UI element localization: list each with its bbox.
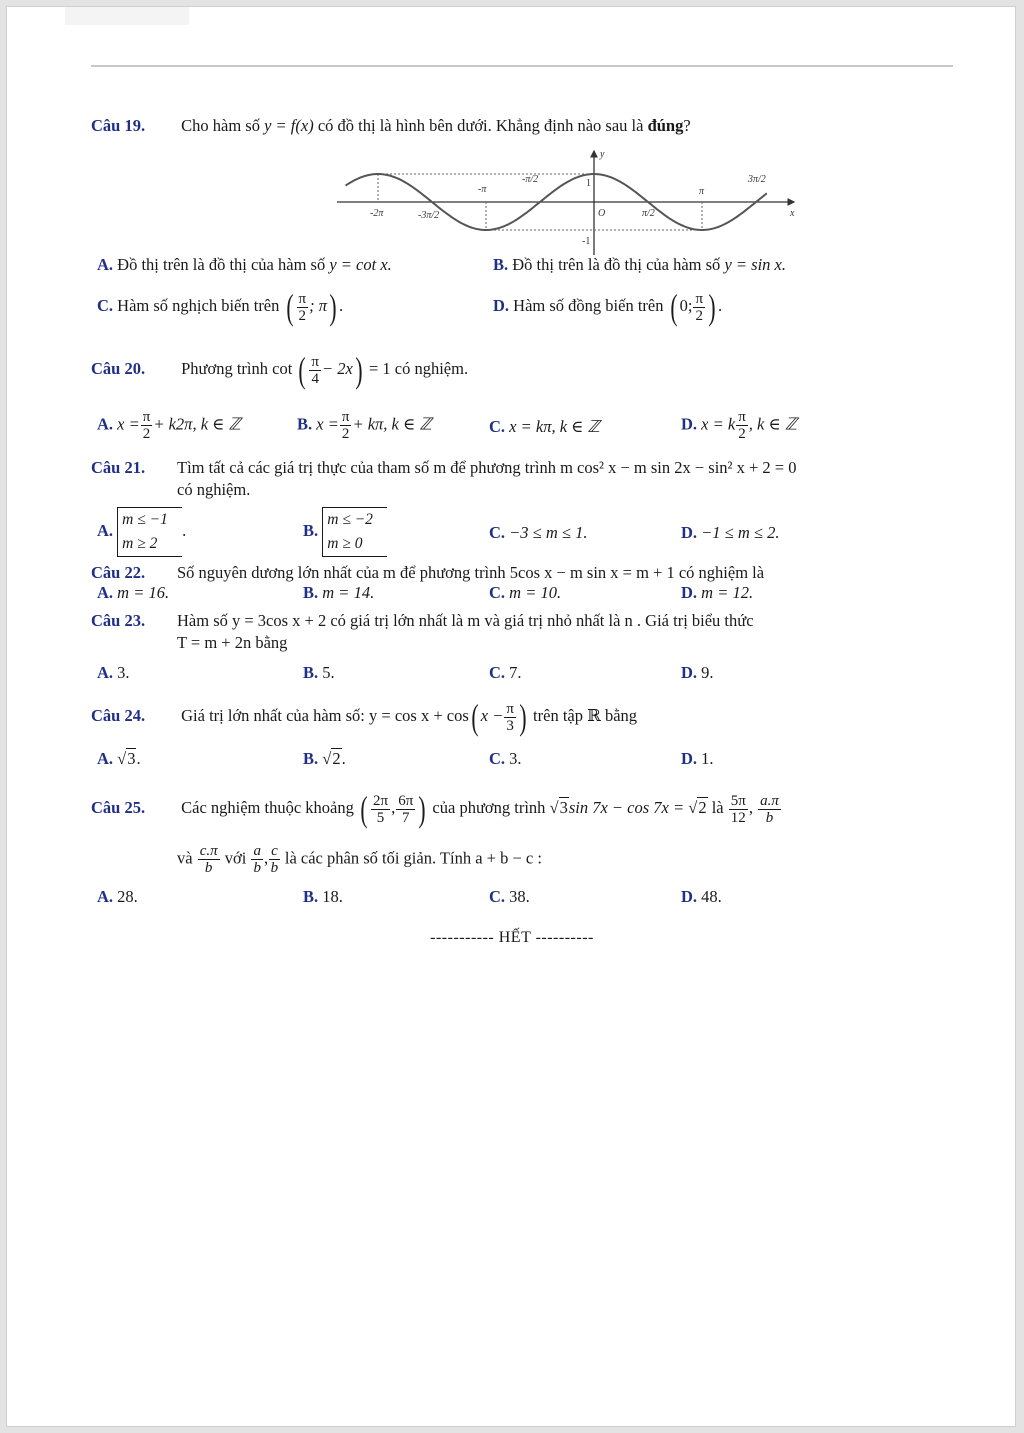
option-math: m = 14. — [322, 583, 375, 602]
y-axis-label: y — [600, 149, 605, 160]
option-d[interactable]: D. Hàm số đồng biến trên ( 0; $\frac{\pi}{2}$ ) . — [493, 287, 723, 327]
condition: m ≤ −1 — [122, 511, 168, 528]
option-b[interactable] — [303, 583, 374, 603]
numerator: 2π — [373, 792, 389, 809]
option-letter: B. — [493, 255, 509, 274]
question-number: Câu 21. — [91, 458, 146, 477]
fraction — [729, 793, 748, 826]
option-text: Đồ thị trên là đồ thị của hàm số — [512, 255, 721, 274]
stem-text: Cho hàm số — [181, 116, 260, 135]
stem-math: y = f(x) — [264, 116, 314, 135]
paren-close: ) — [329, 287, 337, 327]
tab-stub — [65, 7, 189, 25]
end-marker: ----------- HẾT ---------- — [430, 929, 594, 946]
header-rule — [91, 65, 953, 67]
paren-open: ( — [670, 287, 678, 327]
option-d[interactable] — [681, 887, 722, 907]
stem-text: là — [711, 797, 724, 817]
option-text: 9. — [701, 663, 714, 682]
option-b[interactable]: B. √2. — [303, 749, 346, 768]
option-letter: B. — [303, 749, 319, 768]
paren-open: ( — [298, 350, 307, 390]
question-number: Câu 24. — [91, 705, 146, 725]
denominator: b — [270, 860, 279, 876]
numerator: c.π — [199, 843, 218, 859]
option-a[interactable] — [97, 663, 130, 683]
option-text: 1. — [701, 749, 714, 768]
question-number: Câu 20. — [91, 358, 146, 378]
option-letter: A. — [97, 414, 114, 434]
option-letter: C. — [489, 749, 506, 768]
numerator: π — [506, 700, 514, 717]
option-letter: B. — [303, 663, 319, 682]
option-letter: D. — [681, 414, 698, 434]
option-letter: C. — [489, 523, 506, 542]
question-23 — [91, 610, 961, 654]
x-tick-label: -π/2 — [522, 174, 539, 185]
fraction — [504, 701, 516, 734]
denominator: 2 — [341, 426, 350, 442]
option-text: 5. — [322, 663, 335, 682]
x-tick-label: π — [699, 186, 705, 197]
option-c[interactable]: C. Hàm số nghịch biến trên ( $\frac{\pi}{2}$ ; π) . — [97, 287, 344, 327]
x-tick-label: 3π/2 — [748, 174, 766, 185]
option-c[interactable] — [489, 749, 522, 769]
stem-text: của phương trình — [432, 797, 546, 817]
question-19 — [91, 115, 961, 137]
denominator: b — [253, 860, 261, 876]
stem-text: Phương trình cot — [181, 358, 293, 378]
fraction — [269, 843, 280, 876]
option-punct: . — [182, 520, 187, 540]
option-text: 3. — [117, 663, 130, 682]
option-math: + kπ, k ∈ ℤ — [352, 414, 432, 434]
option-a[interactable] — [97, 583, 169, 603]
option-letter: C. — [489, 887, 506, 906]
fraction — [736, 409, 748, 442]
bracket-set — [322, 507, 387, 557]
radicand: 2 — [698, 797, 707, 817]
option-letter: D. — [681, 663, 698, 682]
option-d[interactable] — [681, 583, 753, 603]
option-b[interactable] — [297, 409, 432, 442]
numerator: π — [695, 290, 704, 307]
stem-math: x − — [480, 705, 504, 725]
option-text: 18. — [322, 887, 343, 906]
option-a[interactable] — [97, 887, 138, 907]
numerator: π — [311, 353, 319, 370]
numerator: π — [298, 290, 307, 307]
option-b[interactable] — [303, 663, 335, 683]
denominator: 7 — [402, 809, 410, 826]
question-number: Câu 23. — [91, 611, 146, 630]
option-math: −3 ≤ m ≤ 1. — [509, 523, 588, 542]
question-22 — [91, 562, 961, 584]
x-axis-label: x — [790, 208, 795, 219]
fraction — [693, 291, 705, 324]
denominator: 2 — [695, 307, 703, 324]
stem-text: = 1 có nghiệm. — [368, 358, 469, 378]
option-math: −1 ≤ m ≤ 2. — [701, 523, 780, 542]
condition: m ≥ 0 — [327, 535, 363, 552]
fraction — [251, 843, 263, 876]
stem-text: Giá trị lớn nhất của hàm số: y = cos x + cos — [181, 705, 469, 725]
stem-text: có đồ thị là hình bên dưới. Khẳng định nào sau là — [317, 116, 644, 135]
x-tick-label: -3π/2 — [418, 210, 440, 221]
stem-text: Hàm số y = 3cos x + 2 có giá trị lớn nhất là m và giá trị nhỏ nhất là n . Giá trị biểu thức — [177, 611, 754, 630]
stem-text: Tìm tất cả các giá trị thực của tham số m để phương trình m cos² x − m sin 2x − sin² x + 2 = 0 — [177, 458, 797, 477]
option-letter: B. — [303, 583, 319, 602]
axis-labels — [370, 149, 795, 247]
option-b[interactable] — [303, 507, 387, 557]
x-tick-label: -π — [478, 184, 487, 195]
question-number: Câu 25. — [91, 797, 146, 817]
option-math: 0; — [679, 295, 693, 315]
option-letter: D. — [681, 749, 698, 768]
option-text: 28. — [117, 887, 138, 906]
option-letter: B. — [303, 887, 319, 906]
document-page — [6, 6, 1016, 1427]
option-math: x = — [117, 414, 140, 434]
denominator: 2 — [142, 426, 151, 442]
option-letter: A. — [97, 583, 114, 602]
option-letter: D. — [493, 295, 510, 315]
denominator: 2 — [298, 307, 307, 324]
option-d[interactable] — [681, 663, 714, 683]
option-c[interactable] — [489, 663, 522, 683]
option-math: x = — [316, 414, 339, 434]
fraction — [309, 354, 321, 387]
option-letter: D. — [681, 523, 698, 542]
denominator: 5 — [376, 809, 385, 826]
denominator: 4 — [311, 370, 319, 387]
option-d[interactable] — [681, 523, 779, 543]
stem-math: − 2x — [322, 358, 353, 378]
stem-text: T = m + 2n bằng — [177, 633, 288, 652]
numerator: π — [142, 409, 151, 425]
numerator: π — [341, 409, 350, 425]
option-c[interactable] — [489, 523, 587, 543]
denominator: 12 — [730, 809, 746, 826]
question-21 — [91, 457, 961, 501]
option-text: 7. — [509, 663, 522, 682]
question-24 — [91, 699, 961, 735]
option-letter: C. — [489, 417, 506, 436]
stem-text: là các phân số tối giản. Tính a + b − c : — [284, 848, 542, 868]
option-letter: A. — [97, 255, 114, 274]
option-a[interactable]: A. √3. — [97, 749, 141, 768]
option-text: 38. — [509, 887, 530, 906]
option-math: ; π — [309, 295, 327, 315]
numerator: π — [738, 409, 746, 425]
option-text: Đồ thị trên là đồ thị của hàm số — [117, 255, 326, 274]
fraction — [758, 793, 781, 826]
stem-emphasis: đúng — [647, 116, 684, 135]
numerator: 6π — [398, 792, 414, 809]
fraction — [141, 409, 153, 442]
option-c[interactable] — [489, 417, 600, 437]
fraction — [371, 793, 390, 826]
option-a[interactable] — [97, 409, 241, 442]
fraction — [297, 291, 309, 324]
option-math: x = k — [701, 414, 736, 434]
fraction — [340, 409, 352, 442]
question-25-line2: và $\frac{c.\pi}{b}$ với $\frac{a}{b}$ , $\frac{c}{b}$ là các phân số tối giản. Tính a + b − c : — [177, 843, 542, 876]
option-text: Hàm số đồng biến trên — [513, 295, 664, 315]
question-number: Câu 19. — [91, 116, 146, 135]
paren-open: ( — [285, 287, 294, 327]
radicand: 3 — [559, 797, 568, 817]
stem-punct: ? — [683, 116, 691, 135]
paren-open: ( — [471, 697, 479, 737]
option-math: m = 12. — [701, 583, 754, 602]
option-math: m = 10. — [509, 583, 562, 602]
paren-open: ( — [360, 789, 368, 829]
option-letter: C. — [489, 583, 506, 602]
option-b[interactable] — [493, 255, 786, 275]
option-c[interactable] — [489, 583, 561, 603]
question-number: Câu 22. — [91, 563, 146, 582]
option-letter: B. — [297, 414, 313, 434]
option-math: x = kπ, k ∈ ℤ — [509, 417, 600, 436]
option-math: + k2π, k ∈ ℤ — [153, 414, 241, 434]
option-punct: . — [136, 749, 141, 768]
option-letter: A. — [97, 887, 114, 906]
option-text: Hàm số nghịch biến trên — [117, 295, 280, 315]
fraction — [396, 793, 415, 826]
option-punct: . — [341, 749, 346, 768]
option-a[interactable] — [97, 507, 186, 557]
cos-graph — [332, 147, 802, 257]
condition: m ≤ −2 — [327, 511, 373, 528]
denominator: b — [204, 860, 213, 876]
stem-text: Các nghiệm thuộc khoảng — [181, 797, 354, 817]
radicand: 2 — [332, 749, 341, 768]
paren-close: ) — [355, 350, 363, 390]
x-tick-label: O — [598, 208, 606, 219]
option-math: , k ∈ ℤ — [748, 414, 798, 434]
option-letter: B. — [303, 520, 319, 540]
option-a[interactable] — [97, 255, 392, 275]
fraction — [198, 843, 220, 876]
option-letter: C. — [97, 295, 114, 315]
option-c[interactable] — [489, 887, 530, 907]
y-tick-label: -1 — [582, 236, 591, 247]
numerator: c — [271, 843, 278, 859]
option-math: m = 16. — [117, 583, 170, 602]
x-tick-label: -2π — [370, 208, 384, 219]
denominator: b — [765, 809, 774, 826]
condition: m ≥ 2 — [122, 535, 158, 552]
question-25: Câu 25. Các nghiệm thuộc khoảng ( $\frac{2\pi}{5}$ , $\frac{6\pi}{7}$ ) của phương trình √3sin 7x − cos 7x = √2 là $\frac{5\pi}{12}$ , $\frac{a.\pi}{b}$ — [91, 789, 779, 829]
paren-close: ) — [519, 697, 527, 737]
paren-close: ) — [708, 287, 716, 327]
stem-text: và — [177, 848, 193, 868]
bracket-set — [117, 507, 182, 557]
option-letter: D. — [681, 583, 698, 602]
option-b[interactable] — [303, 887, 343, 907]
option-letter: A. — [97, 520, 114, 540]
numerator: 5π — [730, 792, 746, 809]
radicand: 3 — [127, 749, 136, 768]
stem-text: với — [224, 848, 247, 868]
question-20 — [91, 352, 961, 388]
numerator: a.π — [760, 792, 779, 809]
stem-text: trên tập ℝ bằng — [533, 705, 638, 725]
option-letter: D. — [681, 887, 698, 906]
stem-math: sin 7x − cos 7x = — [568, 797, 685, 817]
option-math: y = cot x. — [329, 255, 392, 274]
option-d[interactable] — [681, 749, 714, 769]
stem-text: có nghiệm. — [177, 480, 251, 499]
paren-close: ) — [418, 789, 426, 829]
denominator: 3 — [506, 717, 514, 734]
y-tick-label: 1 — [586, 178, 591, 189]
x-tick-label: π/2 — [642, 208, 655, 219]
option-text: 48. — [701, 887, 722, 906]
option-letter: A. — [97, 749, 114, 768]
denominator: 2 — [738, 426, 746, 442]
stem-text: Số nguyên dương lớn nhất của m để phương trình 5cos x − m sin x = m + 1 có nghiệm là — [177, 563, 765, 582]
option-d[interactable] — [681, 409, 797, 442]
option-text: 3. — [509, 749, 522, 768]
option-math: y = sin x. — [724, 255, 786, 274]
numerator: a — [253, 843, 261, 859]
option-letter: A. — [97, 663, 114, 682]
option-letter: C. — [489, 663, 506, 682]
